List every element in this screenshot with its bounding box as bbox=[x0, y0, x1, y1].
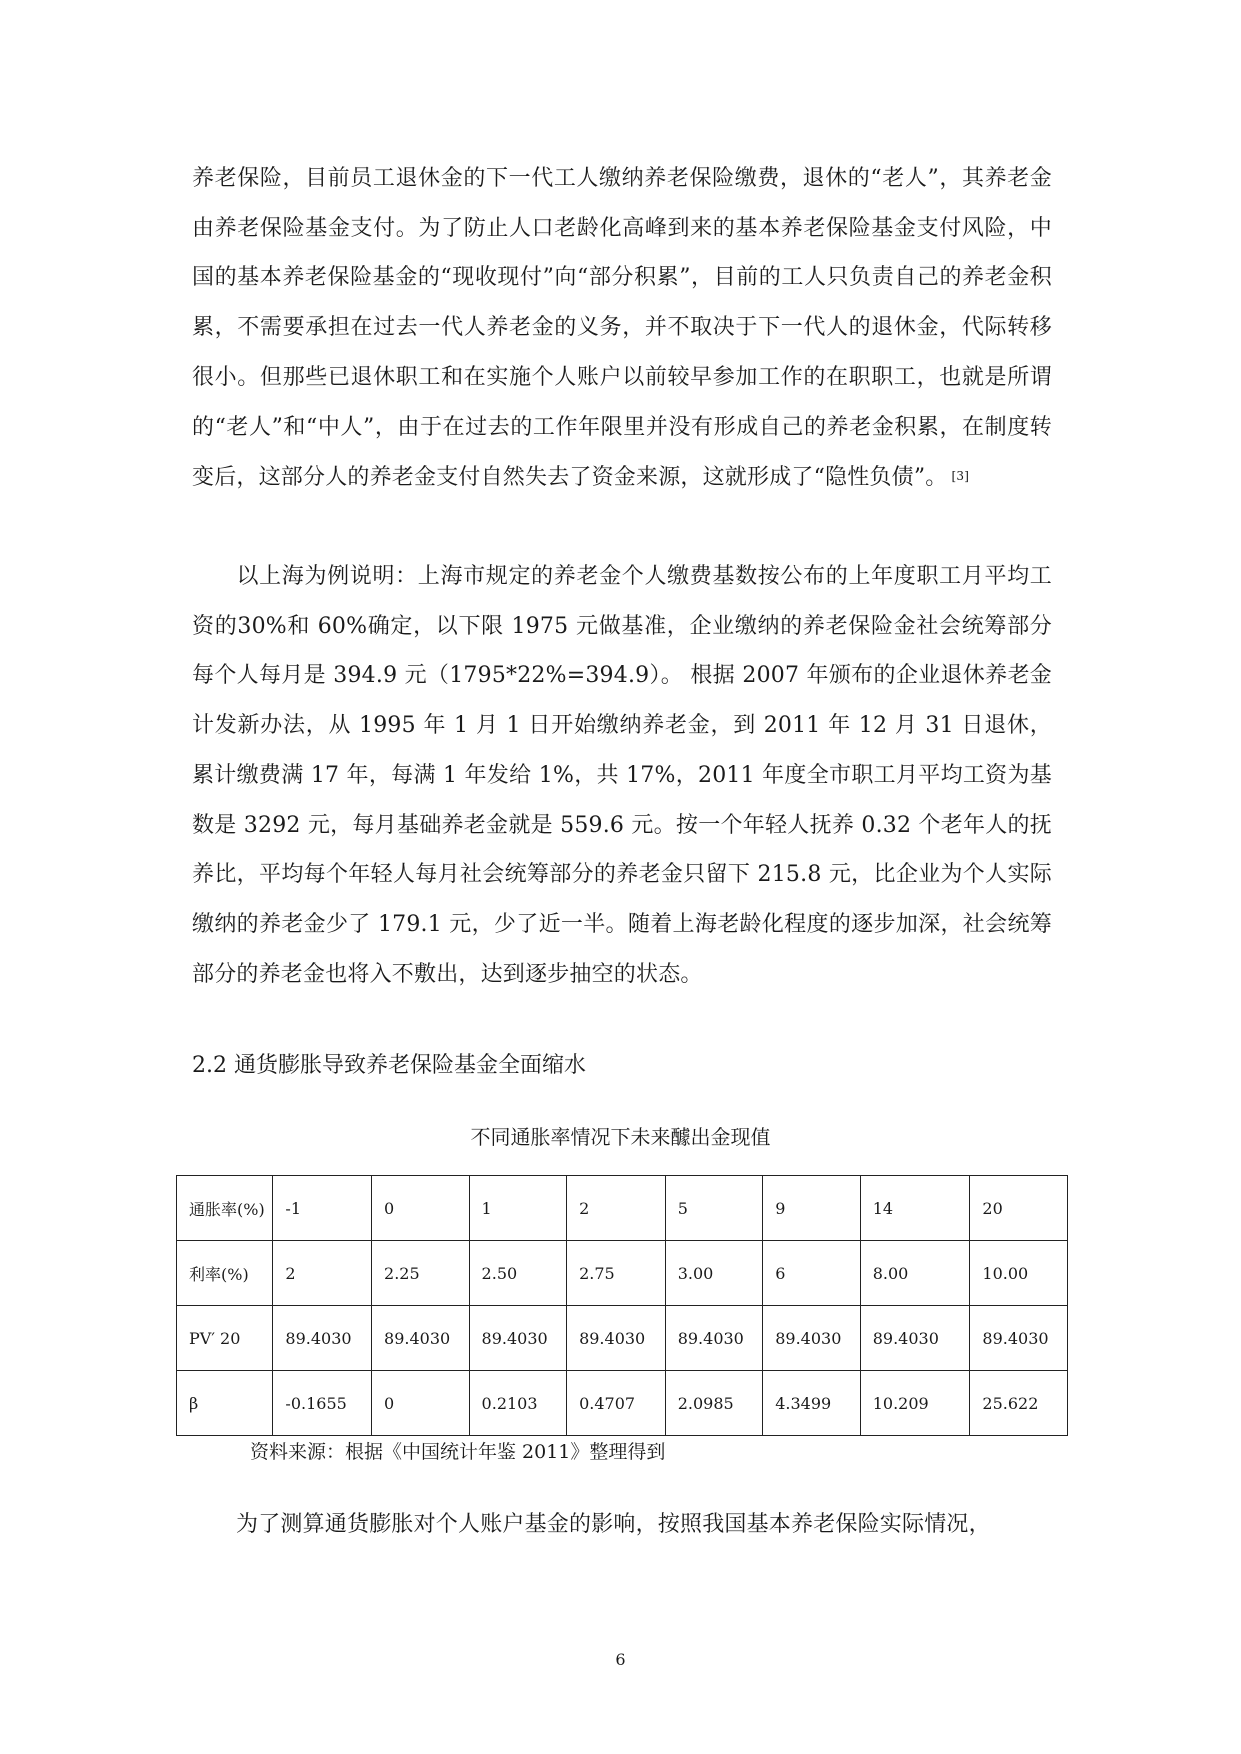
body-paragraph bbox=[192, 154, 1052, 503]
table-cell: 8.00 bbox=[860, 1241, 970, 1306]
table-cell: 0.4707 bbox=[567, 1371, 666, 1436]
table-row-header: 通胀率(%) bbox=[177, 1176, 273, 1241]
table-cell: 1 bbox=[469, 1176, 567, 1241]
table-cell: 89.4030 bbox=[372, 1306, 470, 1371]
table-cell: 14 bbox=[860, 1176, 970, 1241]
table-cell: 89.4030 bbox=[860, 1306, 970, 1371]
table-cell: 89.4030 bbox=[469, 1306, 567, 1371]
body-paragraph bbox=[192, 1500, 1052, 1550]
table-cell: 2 bbox=[567, 1176, 666, 1241]
table-cell: -0.1655 bbox=[273, 1371, 372, 1436]
table-body bbox=[177, 1176, 1068, 1436]
table-cell: 2.50 bbox=[469, 1241, 567, 1306]
table-cell: 2.0985 bbox=[665, 1371, 763, 1436]
table-cell: 5 bbox=[665, 1176, 763, 1241]
table-row bbox=[177, 1306, 1068, 1371]
table-cell: 2.25 bbox=[372, 1241, 470, 1306]
table-cell: 9 bbox=[763, 1176, 861, 1241]
table-cell: 2.75 bbox=[567, 1241, 666, 1306]
table-row bbox=[177, 1176, 1068, 1241]
table-cell: 89.4030 bbox=[763, 1306, 861, 1371]
table-cell: 6 bbox=[763, 1241, 861, 1306]
paragraph-text: 为了测算通货膨胀对个人账户基金的影响，按照我国基本养老保险实际情况， bbox=[236, 1512, 991, 1537]
table-cell: 4.3499 bbox=[763, 1371, 861, 1436]
table-row-header: β bbox=[177, 1371, 273, 1436]
table-row bbox=[177, 1371, 1068, 1436]
table-row-header: 利率(%) bbox=[177, 1241, 273, 1306]
table-cell: 0 bbox=[372, 1371, 470, 1436]
paragraph-text: 以上海为例说明：上海市规定的养老金个人缴费基数按公布的上年度职工月平均工资的30%和 60%确定，以下限 1975 元做基准，企业缴纳的养老保险金社会统筹部分每个人每月是 394.9 元（1795*22%=394.9）。 根据 2007 年颁布的企业退休养老金计发新办法，从 1995 年 1 月 1 日开始缴纳养老金，到 2011 年 12 月 31 日退休，累计缴费满 17 年，每满 1 年发给 1%，共 17%，2011 年度全市职工月平均工资为基数是 3292 元，每月基础养老金就是 559.6 元。按一个年轻人抚养 0.32 个老年人的抚养比，平均每个年轻人每月社会统筹部分的养老金只留下 215.8 元，比企业为个人实际缴纳的养老金少了 179.1 元，少了近一半。随着上海老龄化程度的逐步加深，社会统筹部分的养老金也将入不敷出，达到逐步抽空的状态。 bbox=[192, 564, 1052, 987]
table-cell: 10.00 bbox=[970, 1241, 1068, 1306]
table-row-header: PV′ 20 bbox=[177, 1306, 273, 1371]
table-cell: 89.4030 bbox=[970, 1306, 1068, 1371]
paragraph-text: 养老保险，目前员工退休金的下一代工人缴纳养老保险缴费，退休的“老人”，其养老金由养老保险基金支付。为了防止人口老龄化高峰到来的基本养老保险基金支付风险，中国的基本养老保险基金的“现收现付”向“部分积累”，目前的工人只负责自己的养老金积累，不需要承担在过去一代人养老金的义务，并不取决于下一代人的退休金，代际转移很小。但那些已退休职工和在实施个人账户以前较早参加工作的在职职工，也就是所谓的“老人”和“中人”，由于在过去的工作年限里并没有形成自己的养老金积累，在制度转变后，这部分人的养老金支付自然失去了资金来源，这就形成了“隐性负债”。 bbox=[192, 166, 1052, 491]
table-cell: 89.4030 bbox=[567, 1306, 666, 1371]
data-table bbox=[176, 1175, 1068, 1436]
table-row bbox=[177, 1241, 1068, 1306]
table-cell: 3.00 bbox=[665, 1241, 763, 1306]
table-source-note: 资料来源：根据《中国统计年鉴 2011》整理得到 bbox=[250, 1441, 666, 1463]
table-cell: 0 bbox=[372, 1176, 470, 1241]
table-caption: 不同通胀率情况下未来醵出金现值 bbox=[470, 1125, 771, 1149]
table-cell: 0.2103 bbox=[469, 1371, 567, 1436]
table-cell: 25.622 bbox=[970, 1371, 1068, 1436]
table-cell: 2 bbox=[273, 1241, 372, 1306]
body-paragraph bbox=[192, 552, 1052, 999]
table-cell: 89.4030 bbox=[665, 1306, 763, 1371]
section-heading: 2.2 通货膨胀导致养老保险基金全面缩水 bbox=[192, 1053, 586, 1078]
page-number: 6 bbox=[615, 1650, 626, 1669]
table-cell: 20 bbox=[970, 1176, 1068, 1241]
table-cell: -1 bbox=[273, 1176, 372, 1241]
table-cell: 89.4030 bbox=[273, 1306, 372, 1371]
citation-reference: [3] bbox=[951, 469, 970, 484]
table-cell: 10.209 bbox=[860, 1371, 970, 1436]
